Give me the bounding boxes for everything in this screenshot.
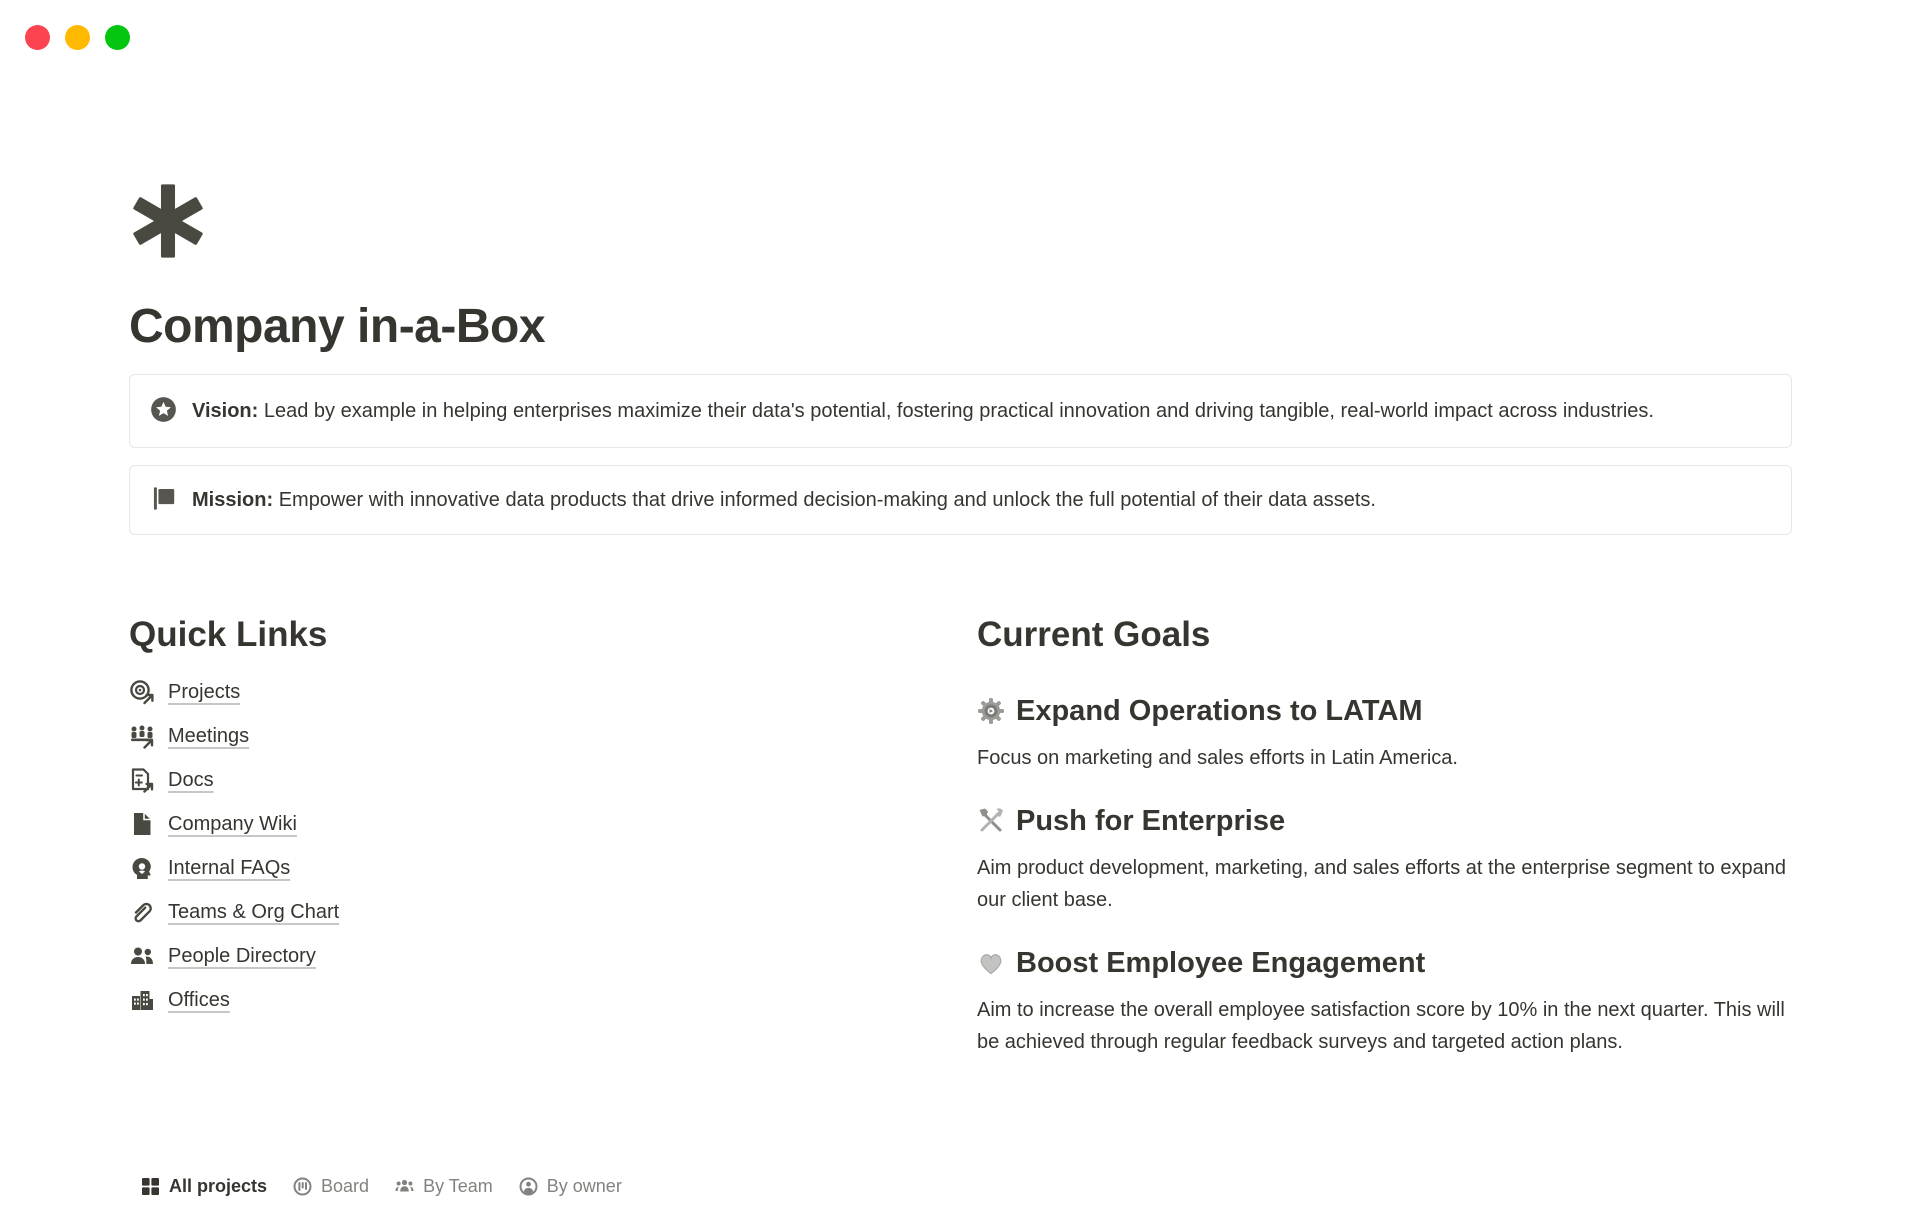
quick-links-column [129, 616, 934, 1058]
link-label: Internal FAQs [168, 856, 291, 879]
hammer-wrench-icon [977, 807, 1005, 835]
database-view-tabs [141, 1166, 622, 1206]
target-link-icon [129, 679, 155, 705]
link-meetings[interactable] [129, 722, 934, 750]
head-profile-icon [129, 855, 155, 881]
tab-all-projects[interactable] [141, 1176, 267, 1197]
vision-callout [129, 374, 1792, 448]
owner-icon [519, 1177, 538, 1196]
goal-title-row [977, 694, 1792, 728]
mission-text [192, 484, 1376, 516]
tab-label: By owner [546, 1175, 622, 1196]
grid-icon [141, 1177, 160, 1196]
tab-label: By Team [423, 1175, 493, 1196]
goal-title-row [977, 804, 1792, 838]
quick-links-list [129, 678, 934, 1014]
goal-boost-engagement [977, 946, 1792, 1058]
vision-label: Vision: [192, 400, 259, 422]
page-content [129, 0, 1792, 1058]
goal-description: Aim to increase the overall employee satisfaction score by 10% in the next quarter. This will be achieved through regular feedback surveys and targeted action plans. [977, 999, 1785, 1053]
mission-label: Mission: [192, 489, 274, 511]
goal-title: Expand Operations to LATAM [1016, 695, 1423, 727]
close-button[interactable] [25, 25, 50, 50]
goal-description: Focus on marketing and sales efforts in Latin America. [977, 747, 1458, 769]
zoom-button[interactable] [105, 25, 130, 50]
mission-body: Empower with innovative data products that drive informed decision-making and unlock the full potential of their data assets. [278, 489, 1376, 511]
page-title: Company in-a-Box [129, 300, 546, 353]
goal-description: Aim product development, marketing, and sales efforts at the enterprise segment to expand our client base. [977, 857, 1786, 911]
tab-by-owner[interactable] [519, 1176, 622, 1197]
quick-links-heading: Quick Links [129, 615, 328, 654]
flag-icon [150, 485, 177, 512]
current-goals-column [977, 616, 1792, 1058]
asterisk-icon[interactable] [129, 182, 207, 260]
current-goals-heading: Current Goals [977, 615, 1211, 654]
tab-by-team[interactable] [395, 1176, 493, 1197]
tab-label: Board [321, 1175, 370, 1196]
page-icon [129, 811, 155, 837]
gear-icon [977, 697, 1005, 725]
heart-icon [977, 949, 1005, 977]
star-circle-icon [150, 396, 177, 423]
buildings-icon [129, 987, 155, 1013]
board-icon [293, 1177, 312, 1196]
goal-push-enterprise [977, 804, 1792, 916]
link-label: Offices [168, 988, 230, 1011]
link-label: Company Wiki [168, 812, 297, 835]
link-people-directory[interactable] [129, 942, 934, 970]
link-label: Projects [168, 680, 241, 703]
mission-callout [129, 465, 1792, 535]
team-icon [395, 1177, 414, 1196]
goal-title: Push for Enterprise [1016, 805, 1286, 837]
goal-title: Boost Employee Engagement [1016, 947, 1426, 979]
meeting-link-icon [129, 723, 155, 749]
tab-label: All projects [169, 1175, 268, 1196]
link-teams-org-chart[interactable] [129, 898, 934, 926]
doc-add-link-icon [129, 767, 155, 793]
tab-board[interactable] [293, 1176, 369, 1197]
paperclip-icon [129, 899, 155, 925]
link-label: People Directory [168, 944, 316, 967]
link-label: Teams & Org Chart [168, 900, 340, 923]
link-company-wiki[interactable] [129, 810, 934, 838]
goal-expand-latam [977, 694, 1792, 774]
link-docs[interactable] [129, 766, 934, 794]
people-icon [129, 943, 155, 969]
link-label: Meetings [168, 724, 250, 747]
link-label: Docs [168, 768, 214, 791]
vision-body: Lead by example in helping enterprises maximize their data's potential, fostering practical innovation and driving tangible, real-world impact across industries. [263, 400, 1654, 422]
link-offices[interactable] [129, 986, 934, 1014]
link-internal-faqs[interactable] [129, 854, 934, 882]
vision-text [192, 395, 1654, 427]
minimize-button[interactable] [65, 25, 90, 50]
goal-title-row [977, 946, 1792, 980]
window-controls [25, 25, 130, 50]
two-column-layout [129, 616, 1792, 1058]
link-projects[interactable] [129, 678, 934, 706]
